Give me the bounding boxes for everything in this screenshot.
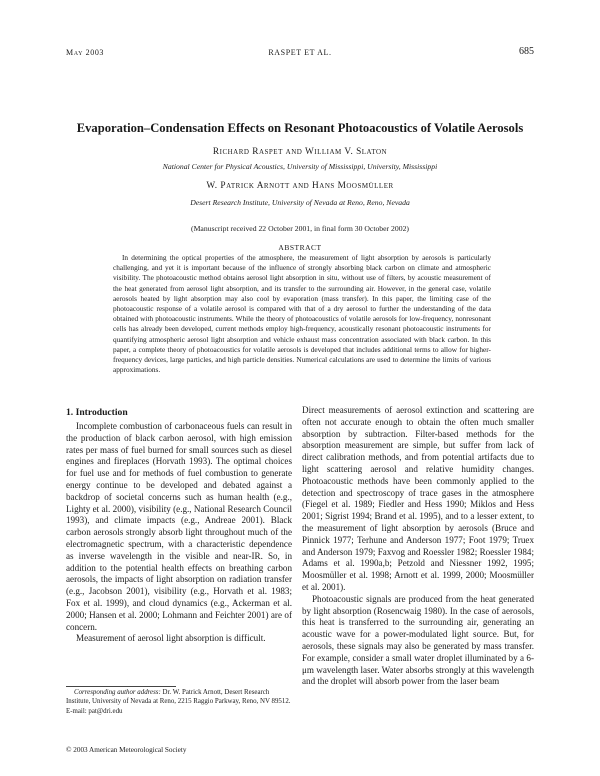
paragraph: Measurement of aerosol light absorption is difficult. [76, 633, 266, 644]
footnote-rule [66, 686, 176, 687]
abstract-text: In determining the optical properties of the atmosphere, the measurement of light absorption by aerosols is particularly challenging, and yet it is important because of the influence of strongly absorbing black carbon on climate and atmospheric visibility. The photoacoustic method obtains aerosol light absorption in situ, without use of filters, by acoustic measurement of the heat generated from aerosol light absorption, and its transfer to the surrounding air. However, in the general case, volatile aerosols heated by light absorption may also cool by evaporation (mass transfer). In this paper, the limiting case of the photoacoustic response of a volatile aerosol is compared with that of a dry aerosol to further the understanding of the data obtained with photoacoustic instruments. While the theory of photoacoustics of volatile aerosols for low-frequency, nonresonant cells has already been developed, current methods employ high-frequency, acoustically resonant photoacoustic instruments for quantifying atmospheric aerosol light absorption and vehicle exhaust mass concentration associated with black carbon. In this paper, a complete theory of photoacoustics for volatile aerosols is developed that includes additional terms to allow for higher-frequency devices, large particles, and high particle densities. Numerical calculations are used to determine the limits of various approximations. [113, 253, 491, 375]
footnote-address: Dr. W. Patrick Arnott, Desert Research Institute, University of Nevada at Reno, 2215 Raggio Parkway, Reno, NV 89512. [66, 689, 291, 706]
running-header-authors: RASPET ET AL. [268, 48, 332, 57]
affiliation-2: Desert Research Institute, University of Nevada at Reno, Reno, Nevada [190, 198, 410, 207]
paragraph: Direct measurements of aerosol extinction and scattering are often not accurate enough to obtain the often much smaller absorption by subtraction. Filter-based methods for the absorption measurement are simple, but suffer from lack of direct calibration methods, and from potential artifacts due to light scattering aerosol and relative humidity changes. Photoacoustic methods have been commonly applied to the detection and spectroscopy of trace gases in the atmosphere (Fiegel et al. 1989; Fiedler and Hess 1990; Miklos and Hess 2001; Sigrist 1994; Brand et al. 1995), and to a lesser extent, to the measurement of light absorption by aerosols (Bruce and Pinnick 1977; Terhune and Anderson 1977; Foot 1979; Truex and Anderson 1979; Faxvog and Roessler 1982; Roessler 1984; Adams et al. 1990a,b; Petzold and Niessner 1992, 1995; Moosmüller et al. 1998; Arnott et al. 1999, 2000; Moosmüller et al. 2001). [302, 405, 534, 592]
section-heading-introduction: 1. Introduction [66, 407, 128, 418]
corresponding-author-footnote [66, 688, 292, 716]
paragraph: Photoacoustic signals are produced from the heat generated by light absorption (Rosencwaig 1980). In the case of aerosols, this heat is transferred to the surrounding air, generating an acoustic wave for a power-modulated light source. But, for aerosols, these signals may also be generated by mass transfer. For example, consider a small water droplet illuminated by a 6-μm wavelength laser. Water absorbs strongly at this wavelength and the droplet will absorb power from the laser beam [302, 593, 534, 687]
footnote-email: E-mail: pat@dri.edu [66, 707, 123, 715]
authors-line-2: W. Patrick Arnott and Hans Moosmüller [206, 181, 394, 191]
footnote-label: Corresponding author address: [74, 689, 161, 696]
left-column [66, 421, 292, 645]
manuscript-received: (Manuscript received 22 October 2001, in final form 30 October 2002) [191, 224, 409, 233]
right-column [302, 405, 534, 688]
paper-title: Evaporation–Condensation Effects on Resonant Photoacoustics of Volatile Aerosols [76, 121, 524, 135]
authors-line-1: Richard Raspet and William V. Slaton [212, 147, 388, 157]
page-number: 685 [519, 46, 534, 57]
copyright-notice: © 2003 American Meteorological Society [66, 746, 187, 754]
abstract-heading: ABSTRACT [278, 243, 322, 252]
running-header-date: May 2003 [66, 48, 105, 57]
paragraph: Incomplete combustion of carbonaceous fuels can result in the production of black carbon aerosol, with high emission rates per mass of fuel burned for small sources such as diesel engines and fireplaces (Horvath 1993). The optimal choices for fuel use and for methods of fuel combustion to generate energy continue to be developed and debated against a backdrop of societal concerns such as human health (e.g., Lighty et al. 2000), visibility (e.g., National Research Council 1993), and climate impacts (e.g., Andreae 2001). Black carbon aerosols strongly absorb light throughout much of the electromagnetic spectrum, with a characteristic dependence as inverse wavelength in the visible and near-IR. So, in addition to the potential health effects on breathing carbon aerosols, the impacts of light absorption on radiation transfer (e.g., Jacobson 2001), visibility (e.g., Horvath et al. 1983; Fox et al. 1999), and cloud dynamics (e.g., Ackerman et al. 2000; Hansen et al. 2000; Lohmann and Feichter 2001) are of concern. [66, 421, 292, 632]
affiliation-1: National Center for Physical Acoustics, University of Mississippi, University, Mississippi [162, 162, 438, 171]
